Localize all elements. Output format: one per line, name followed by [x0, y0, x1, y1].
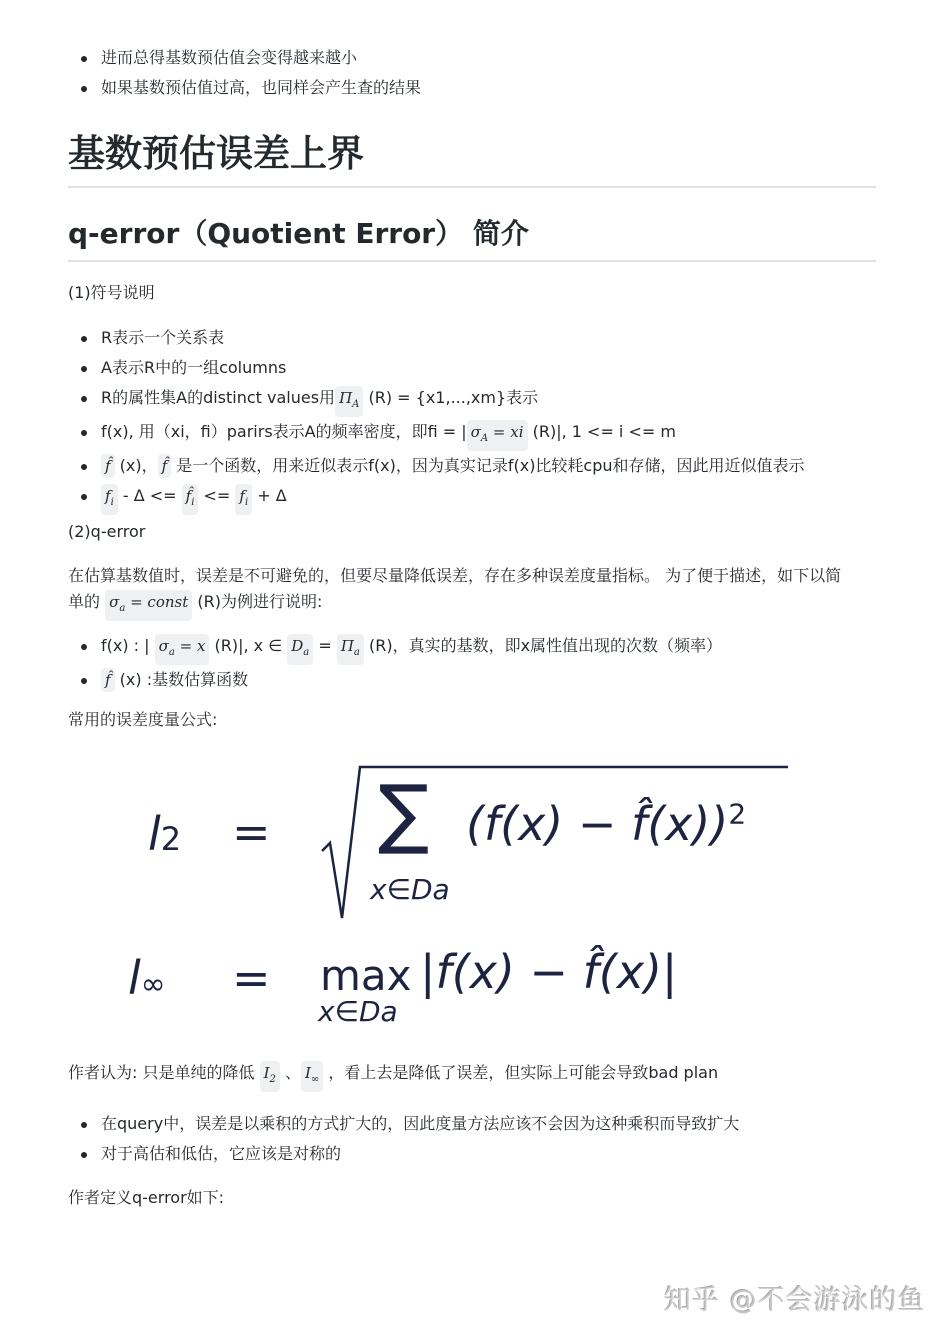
zhihu-watermark: 知乎 @不会游泳的鱼	[664, 1285, 926, 1316]
math-f-hat: f̂	[101, 454, 115, 478]
list-item: 在query中，误差是以乘积的方式扩大的，因此度量方法应该不会因为这种乘积而导致扩大	[68, 1109, 876, 1139]
math-fi: $f_i$	[101, 484, 118, 515]
list-item: R的属性集A的distinct values用 $\Pi_A$ (R) = {x1,...,xm}表示	[68, 383, 805, 417]
math-domain: $D_a$	[287, 634, 313, 665]
heading-cardinality-error-bound: 基数预估误差上界	[68, 128, 876, 188]
symbol-list	[68, 323, 805, 515]
section2-paragraph: 在估算基数值时，误差是不可避免的，但要尽量降低误差，存在多种误差度量指标。 为了便于描述，如下以简 单的 $\sigma_a$ = const (R)为例进行说明:	[68, 563, 876, 621]
math-f-hat: f̂	[101, 668, 115, 692]
formula-intro: 常用的误差度量公式:	[68, 710, 218, 729]
list-item: 对于高估和低估，它应该是对称的	[68, 1139, 876, 1169]
math-i-inf: $I_\infty$	[301, 1061, 323, 1092]
sum-symbol: ∑	[378, 768, 430, 857]
math-selection: $\sigma_A$ = xi	[467, 420, 528, 451]
list-item: A表示R中的一组columns	[68, 353, 805, 383]
list-item: $f_i$ - $\Delta <= f̂_i <= f_i + \Delta$	[68, 481, 805, 515]
list-item: R表示一个关系表	[68, 323, 805, 353]
math-i2: $I_2$	[260, 1061, 280, 1092]
math-sigma-const: $\sigma_a$ = const	[105, 590, 192, 621]
author-view-section	[68, 1060, 876, 1211]
requirement-list	[68, 1109, 876, 1169]
math-fi-hat: $f̂_i$	[182, 484, 199, 515]
list-item: f(x) : | $\sigma_a = x$ (R)|, x ∈ $D_a = \Pi_a$ (R)，真实的基数，即x属性值出现的次数（频率）	[68, 631, 722, 665]
definition-list	[68, 631, 722, 695]
author-view-paragraph: 作者认为: 只是单纯的降低 $I_2$ 、 $I_\infty$ ，看上去是降低了误差，但实际上可能会导致bad plan	[68, 1060, 876, 1092]
list-item: f̂ (x)， f̂ 是一个函数，用来近似表示f(x)，因为真实记录f(x)比较耗cpu和存储，因此用近似值表示	[68, 451, 805, 481]
top-bullet-list	[68, 43, 421, 103]
section1-title: (1)符号说明	[68, 283, 155, 302]
math-sigma-x: $\sigma_a = x$	[155, 634, 210, 665]
list-item: 进而总得基数预估值会变得越来越小	[68, 43, 421, 73]
math-fi: $f_i$	[235, 484, 252, 515]
math-f-hat: f̂	[158, 454, 172, 478]
section2-title: (2)q-error	[68, 522, 146, 541]
definition-intro: 作者定义q-error如下:	[68, 1188, 225, 1207]
math-projection: $\Pi_A$	[335, 386, 363, 417]
math-projection: $\Pi_a$	[337, 634, 364, 665]
list-item: f(x), 用（xi，fi）parirs表示A的频率密度，即fi = | $\sigma_A$ = xi (R)|, 1 <= i <= m	[68, 417, 805, 451]
list-item: 如果基数预估值过高，也同样会产生查的结果	[68, 73, 421, 103]
heading-q-error-intro: q-error（Quotient Error） 简介	[68, 212, 876, 262]
list-item: f̂ (x) :基数估算函数	[68, 665, 722, 695]
error-formulas-image: l2 = ∑ x∈Da (f(x) − f̂(x))$^2$ l∞ = max x∈Da |f(x) − f̂(x)|	[120, 755, 800, 1045]
